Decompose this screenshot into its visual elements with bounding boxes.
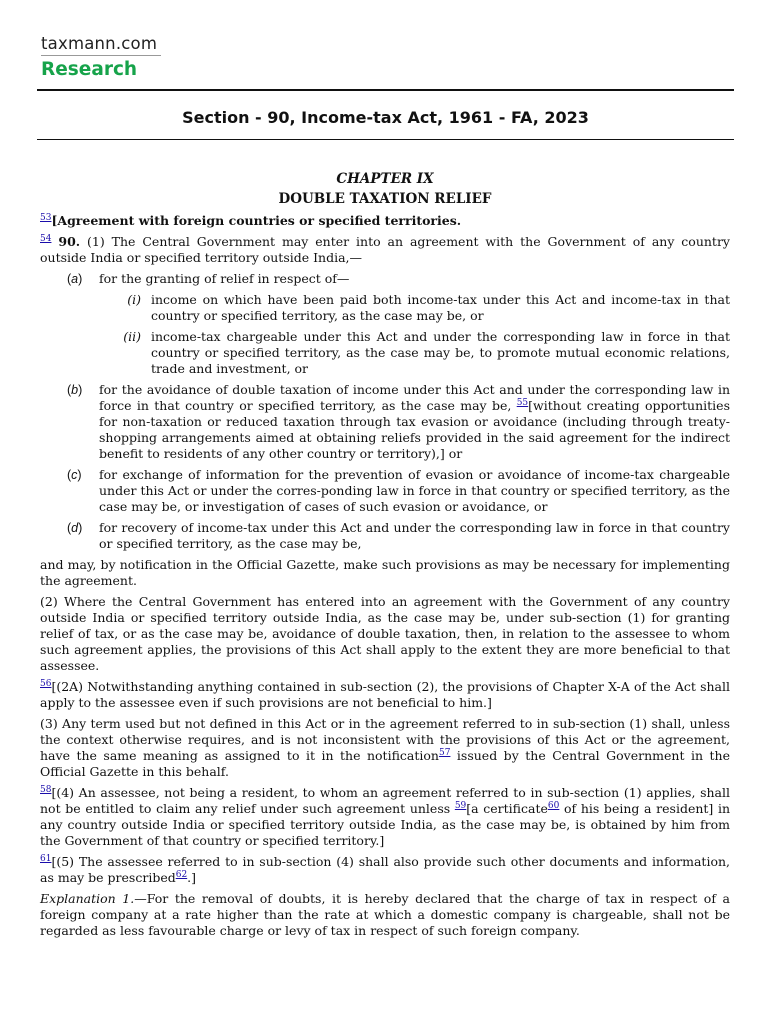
section-heading [40, 213, 730, 229]
explanation-label: Explanation 1. [40, 891, 135, 906]
footnote-link-54[interactable]: 54 [40, 233, 52, 244]
section-heading-text: [Agreement with foreign countries or specified territories. [51, 213, 462, 228]
footnote-link-58[interactable]: 58 [40, 784, 52, 795]
footnote-link-53[interactable]: 53 [40, 212, 52, 223]
subsection-1-text: (1) The Central Government may enter into an agreement with the Government of any country outside India or specified territory outside India,— [40, 234, 730, 265]
footnote-link-56[interactable]: 56 [40, 678, 52, 689]
subsection-1 [40, 234, 730, 266]
clause-a [40, 271, 730, 287]
brand-divider [41, 55, 161, 56]
clause-c-text: for exchange of information for the prevention of evasion or avoidance of income-tax chargeable under this Act or under the corres-ponding law in force in that country or specified territory, as the case may be, or investigation of cases of such evasion or avoidance, or [99, 467, 730, 514]
clause-a-label: (a) [67, 272, 83, 286]
subsection-3: (3) Any term used but not defined in this Act or in the agreement referred to in sub-section (1) shall, unless the context otherwise requires, and is not inconsistent with the provisions of this Act or the agreement, have the same meaning as assigned to it in the notification$^{57}$ issued by the Central Government in the Official Gazette in this behalf. [40, 716, 730, 779]
subclause-i-text: income on which have been paid both income-tax under this Act and income-tax in that country or specified territory, as the case may be, or [151, 292, 730, 323]
subclause-ii-text: income-tax chargeable under this Act and under the corresponding law in force in that country or specified territory, as the case may be, to promote mutual economic relations, trade and investment, or [151, 329, 730, 376]
clause-b [40, 382, 730, 462]
section-number: 90. [58, 234, 81, 249]
explanation-1 [40, 891, 730, 939]
subsection-4: $^{58}$[(4) An assessee, not being a resident, to whom an agreement referred to in sub-section (1) applies, shall not be entitled to claim any relief under such agreement unless $^{59}$[a certificate$^{60}$ of his being a resident] in any country outside India or specified territory outside India, as the case may be, is obtained by him from the Government of that country or specified territory.] [40, 784, 730, 848]
footnote-link-62[interactable]: 62 [175, 869, 188, 880]
subsection-2a: $^{56}$[(2A) Notwithstanding anything contained in sub-section (2), the provisions of Chapter X-A of the Act shall apply to the assessee even if such provisions are not beneficial to him.] [40, 678, 730, 710]
footnote-link-61[interactable]: 61 [40, 853, 52, 864]
subclause-i [40, 292, 730, 324]
clause-b-text: for the avoidance of double taxation of income under this Act and under the corresponding law in force in that country or specified territory, as the case may be, $^{55}$[without creating opportunities for non-taxation or reduced taxation through tax evasion or avoidance (including through treaty-shopping arrangements aimed at obtaining reliefs provided in the said agreement for the indirect benefit to residents of any other country or territory),] or [99, 382, 730, 461]
chapter-title: CHAPTER IX [336, 171, 434, 187]
footnote-link-55[interactable]: 55 [516, 397, 529, 408]
subclause-ii-label: (ii) [123, 329, 141, 344]
clause-d-text: for recovery of income-tax under this Act and under the corresponding law in force in that country or specified territory, as the case may be, [99, 520, 730, 551]
title-divider [37, 139, 734, 140]
page-title: Section - 90, Income-tax Act, 1961 - FA, 2023 [182, 108, 589, 127]
clause-b-label: (b) [67, 383, 83, 397]
chapter-subtitle: DOUBLE TAXATION RELIEF [278, 191, 492, 207]
clause-c-label: (c) [67, 468, 82, 482]
clause-d-label: (d) [67, 521, 83, 535]
footnote-link-59[interactable]: 59 [454, 800, 467, 811]
brand-name: taxmann.com [41, 34, 158, 53]
header-divider [37, 89, 734, 91]
clause-c [40, 467, 730, 515]
subsection-1-closing: and may, by notification in the Official Gazette, make such provisions as may be necessary for implementing the agreement. [40, 557, 730, 588]
explanation-text: —For the removal of doubts, it is hereby declared that the charge of tax in respect of a foreign company at a rate higher than the rate at which a domestic company is chargeable, shall not be regarded as less favourable charge or levy of tax in respect of such foreign company. [40, 891, 730, 938]
clause-a-text: for the granting of relief in respect of— [99, 271, 350, 286]
subsection-5: $^{61}$[(5) The assessee referred to in sub-section (4) shall also provide such other documents and information, as may be prescribed$^{62}$.] [40, 853, 730, 885]
subclause-ii [40, 329, 730, 377]
brand-logo[interactable] [41, 34, 161, 81]
document-body [40, 171, 730, 944]
brand-tagline: Research [41, 59, 138, 80]
subclause-i-label: (i) [127, 292, 141, 307]
footnote-link-60[interactable]: 60 [547, 800, 560, 811]
subsection-2: (2) Where the Central Government has entered into an agreement with the Government of any country outside India or specified territory outside India, as the case may be, under sub-section (1) for granting relief of tax, or as the case may be, avoidance of double taxation, then, in relation to the assessee to whom such agreement applies, the provisions of this Act shall apply to the extent they are more beneficial to that assessee. [40, 594, 730, 673]
clause-d [40, 520, 730, 552]
footnote-link-57[interactable]: 57 [438, 747, 451, 758]
